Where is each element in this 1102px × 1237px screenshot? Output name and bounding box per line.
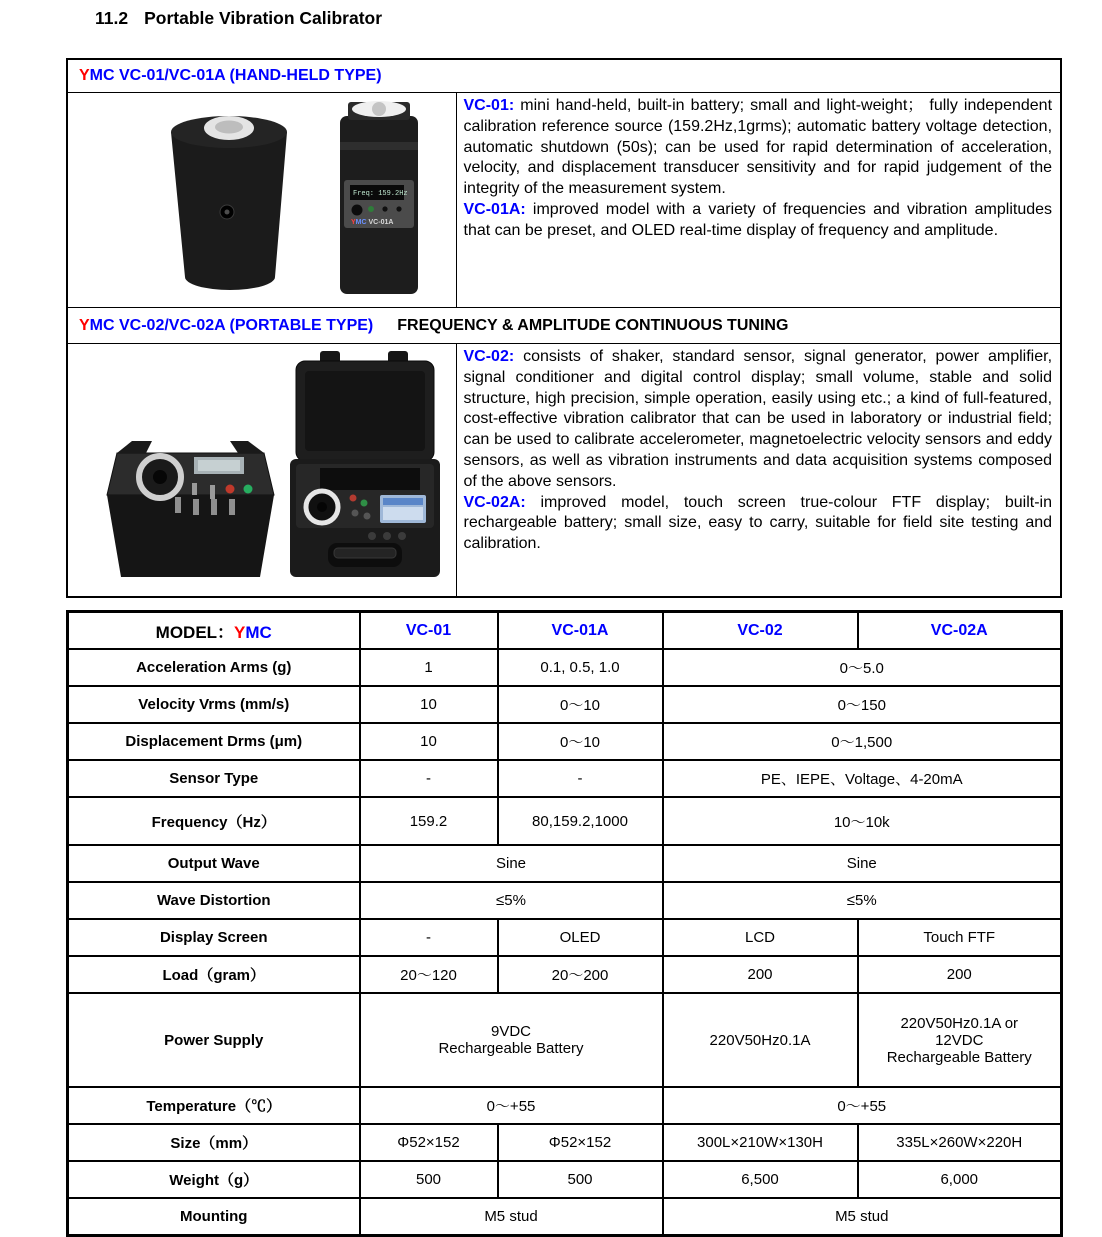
vc01a-band xyxy=(340,142,418,150)
vc02-photo-cell xyxy=(67,344,456,598)
vc02-paragraph xyxy=(464,347,1053,493)
displacement-vc01a: 0～10 xyxy=(498,723,663,760)
row-mounting xyxy=(68,1198,1062,1236)
acceleration-vc01: 1 xyxy=(360,649,498,686)
vc01a-label: VC-01A: xyxy=(463,200,526,218)
page-title xyxy=(95,8,382,29)
power-left xyxy=(360,993,663,1087)
vc02a-handle xyxy=(334,548,396,558)
power-label: Power Supply xyxy=(68,993,360,1087)
vc01-button-dot xyxy=(224,210,229,215)
output-wave-left: Sine xyxy=(360,845,663,882)
col-vc02a: VC-02A xyxy=(858,612,1062,650)
vc01-photo-cell xyxy=(67,93,456,308)
vc02-red-connector xyxy=(225,485,234,494)
row-displacement xyxy=(68,723,1062,760)
load-vc02a: 200 xyxy=(858,956,1062,993)
vc02-post3 xyxy=(175,497,181,513)
power-left-line2: Rechargeable Battery xyxy=(438,1040,584,1057)
velocity-vc02: 0～150 xyxy=(663,686,1062,723)
vc02a-panel-btn3 xyxy=(398,532,406,540)
vc01-text: mini hand-held, built-in battery; small and light-weight； fully independent calibration reference source (159.2Hz,1grms); automatic battery voltage detection, automatic shutdown (50s); can be used for rapid determination of acceleration, velocity, and displacement transducer sensitivity and for rapid judgement of the integrity of the measurement system. xyxy=(463,97,1053,198)
size-label: Size（mm） xyxy=(68,1124,360,1161)
vc02a-lid-inner xyxy=(305,371,425,451)
vc02-post1 xyxy=(192,483,197,495)
mounting-left: M5 stud xyxy=(360,1198,663,1236)
model-header-cell xyxy=(68,612,360,650)
display-vc01: - xyxy=(360,919,498,956)
row-power-supply xyxy=(68,993,1062,1087)
vc02a-screen-body xyxy=(383,507,423,520)
brand-y2: Y xyxy=(79,316,90,334)
brand-mc-spec: MC xyxy=(245,623,272,642)
col-vc01a: VC-01A xyxy=(498,612,663,650)
vc02a-text: improved model, touch screen true-colour FTF display; built-in rechargeable battery; small size, easy to carry, suitable for field site testing and calibration. xyxy=(463,493,1053,553)
power-vc02: 220V50Hz0.1A xyxy=(663,993,858,1087)
distortion-label: Wave Distortion xyxy=(68,882,360,919)
velocity-vc01: 10 xyxy=(360,686,498,723)
weight-vc02a: 6,000 xyxy=(858,1161,1062,1198)
vc01-dome-inner xyxy=(215,121,243,134)
vc02-post2 xyxy=(210,485,215,499)
vc02-text: consists of shaker, standard sensor, signal generator, power amplifier, signal conditioner and digital control display; small volume, stable and solid structure, high precision, simple operation, easily using etc.; a kind of full-featured, cost-effective vibration calibrator that can be used in laboratory or industrial field; can be used to calibrate accelerometer, magnetoelectric velocity sensors and eddy sensors, as well as vibration instruments and data acquisition systems composed of the above sensors. xyxy=(463,348,1053,490)
row-output-wave xyxy=(68,845,1062,882)
load-vc02: 200 xyxy=(663,956,858,993)
weight-vc01a: 500 xyxy=(498,1161,663,1198)
vc01-product-photo xyxy=(72,94,452,294)
sensor-vc01: - xyxy=(360,760,498,797)
vc02-handle-left xyxy=(117,441,152,453)
mounting-label: Mounting xyxy=(68,1198,360,1236)
vc01-label: VC-01: xyxy=(463,97,515,114)
vc02-header-right: FREQUENCY & AMPLITUDE CONTINUOUS TUNING xyxy=(397,316,789,334)
vc02-description-cell xyxy=(456,344,1061,598)
spec-header-row xyxy=(68,612,1062,650)
vc02-header-text: MC VC-02/VC-02A (PORTABLE TYPE) xyxy=(89,316,374,334)
display-vc01a: OLED xyxy=(498,919,663,956)
display-vc02a: Touch FTF xyxy=(858,919,1062,956)
power-left-line1: 9VDC xyxy=(490,1023,531,1040)
size-vc01a: Φ52×152 xyxy=(498,1124,663,1161)
vc02-handle-right xyxy=(230,441,264,453)
vc01-description-cell xyxy=(456,93,1061,308)
displacement-label: Displacement Drms (μm) xyxy=(68,723,360,760)
vc02-post6 xyxy=(229,499,235,515)
row-wave-distortion xyxy=(68,882,1062,919)
velocity-vc01a: 0～10 xyxy=(498,686,663,723)
weight-label: Weight（g） xyxy=(68,1161,360,1198)
vc01-paragraph xyxy=(464,96,1053,200)
spec-table xyxy=(66,610,1063,1237)
temperature-label: Temperature（℃） xyxy=(68,1087,360,1124)
weight-vc02: 6,500 xyxy=(663,1161,858,1198)
vc01a-button1 xyxy=(382,206,387,211)
display-vc02: LCD xyxy=(663,919,858,956)
distortion-right: ≤5% xyxy=(663,882,1062,919)
frequency-vc01a: 80,159.2,1000 xyxy=(498,797,663,845)
displacement-vc02: 0～1,500 xyxy=(663,723,1062,760)
vc02-label: VC-02: xyxy=(463,348,515,365)
vc01a-green-led xyxy=(368,206,374,212)
size-vc02a: 335L×260W×220H xyxy=(858,1124,1062,1161)
vc02a-panel-btn2 xyxy=(383,532,391,540)
vc01a-paragraph xyxy=(464,200,1053,242)
col-vc01: VC-01 xyxy=(360,612,498,650)
mounting-right: M5 stud xyxy=(663,1198,1062,1236)
col-vc02: VC-02 xyxy=(663,612,858,650)
frequency-vc02: 10～10k xyxy=(663,797,1062,845)
vc02a-paragraph xyxy=(464,493,1053,555)
vc02-section-header xyxy=(67,308,1061,344)
model-label: MODEL： xyxy=(155,623,235,642)
acceleration-vc01a: 0.1, 0.5, 1.0 xyxy=(498,649,663,686)
vc02-product-photo xyxy=(72,345,452,585)
vc02a-label: VC-02A: xyxy=(463,493,526,511)
row-weight xyxy=(68,1161,1062,1198)
vc02a-screen-bar xyxy=(383,498,423,505)
brand-y: Y xyxy=(79,67,90,84)
output-wave-label: Output Wave xyxy=(68,845,360,882)
vc01-header-text: MC VC-01/VC-01A (HAND-HELD TYPE) xyxy=(89,67,382,84)
size-vc02: 300L×210W×130H xyxy=(663,1124,858,1161)
product-overview-table xyxy=(66,58,1062,598)
brand-y-spec: Y xyxy=(234,623,246,642)
size-vc01: Φ52×152 xyxy=(360,1124,498,1161)
row-temperature xyxy=(68,1087,1062,1124)
vc02a-btn-green xyxy=(360,500,367,507)
row-velocity xyxy=(68,686,1062,723)
vc02-display-inner xyxy=(198,460,240,471)
frequency-vc01: 159.2 xyxy=(360,797,498,845)
load-label: Load（gram） xyxy=(68,956,360,993)
vc02-post4 xyxy=(193,499,199,515)
vc01a-text: improved model with a variety of frequencies and vibration amplitudes that can be preset, and OLED real-time display of frequency and amplitude. xyxy=(463,200,1053,239)
row-sensor-type xyxy=(68,760,1062,797)
weight-vc01: 500 xyxy=(360,1161,498,1198)
vc02-shaker-center xyxy=(153,470,167,484)
acceleration-vc02: 0～5.0 xyxy=(663,649,1062,686)
output-wave-right: Sine xyxy=(663,845,1062,882)
vc01a-knob xyxy=(351,205,362,216)
row-acceleration xyxy=(68,649,1062,686)
section-number: 11.2 xyxy=(95,8,129,28)
distortion-left: ≤5% xyxy=(360,882,663,919)
sensor-vc01a: - xyxy=(498,760,663,797)
row-load xyxy=(68,956,1062,993)
vc01a-mount-stud xyxy=(372,102,386,116)
page-title-text: Portable Vibration Calibrator xyxy=(144,8,383,28)
vc02a-panel-window xyxy=(320,468,420,490)
velocity-label: Velocity Vrms (mm/s) xyxy=(68,686,360,723)
sensor-vc02: PE、IEPE、Voltage、4-20mA xyxy=(663,760,1062,797)
vc02-green-connector xyxy=(243,485,252,494)
vc01a-label: YMC VC-01A xyxy=(350,219,394,226)
temperature-right: 0～+55 xyxy=(663,1087,1062,1124)
vc01a-display-text: Freq: 159.2Hz xyxy=(352,190,408,198)
load-vc01a: 20～200 xyxy=(498,956,663,993)
display-label: Display Screen xyxy=(68,919,360,956)
row-size xyxy=(68,1124,1062,1161)
vc02a-shaker-center xyxy=(317,502,327,512)
power-vc02a: 220V50Hz0.1A or 12VDC Rechargeable Battery xyxy=(858,993,1062,1087)
row-frequency xyxy=(68,797,1062,845)
vc01a-button2 xyxy=(396,206,401,211)
vc02a-btn-gray1 xyxy=(351,510,358,517)
temperature-left: 0～+55 xyxy=(360,1087,663,1124)
frequency-label: Frequency（Hz） xyxy=(68,797,360,845)
vc02a-panel-btn1 xyxy=(368,532,376,540)
sensor-label: Sensor Type xyxy=(68,760,360,797)
vc02a-btn-red xyxy=(349,495,356,502)
row-display-screen xyxy=(68,919,1062,956)
vc02-case-body xyxy=(107,495,274,577)
vc01-section-header xyxy=(67,59,1061,93)
displacement-vc01: 10 xyxy=(360,723,498,760)
load-vc01: 20～120 xyxy=(360,956,498,993)
acceleration-label: Acceleration Arms (g) xyxy=(68,649,360,686)
vc02a-btn-gray2 xyxy=(363,513,370,520)
vc02-post5 xyxy=(211,499,217,515)
